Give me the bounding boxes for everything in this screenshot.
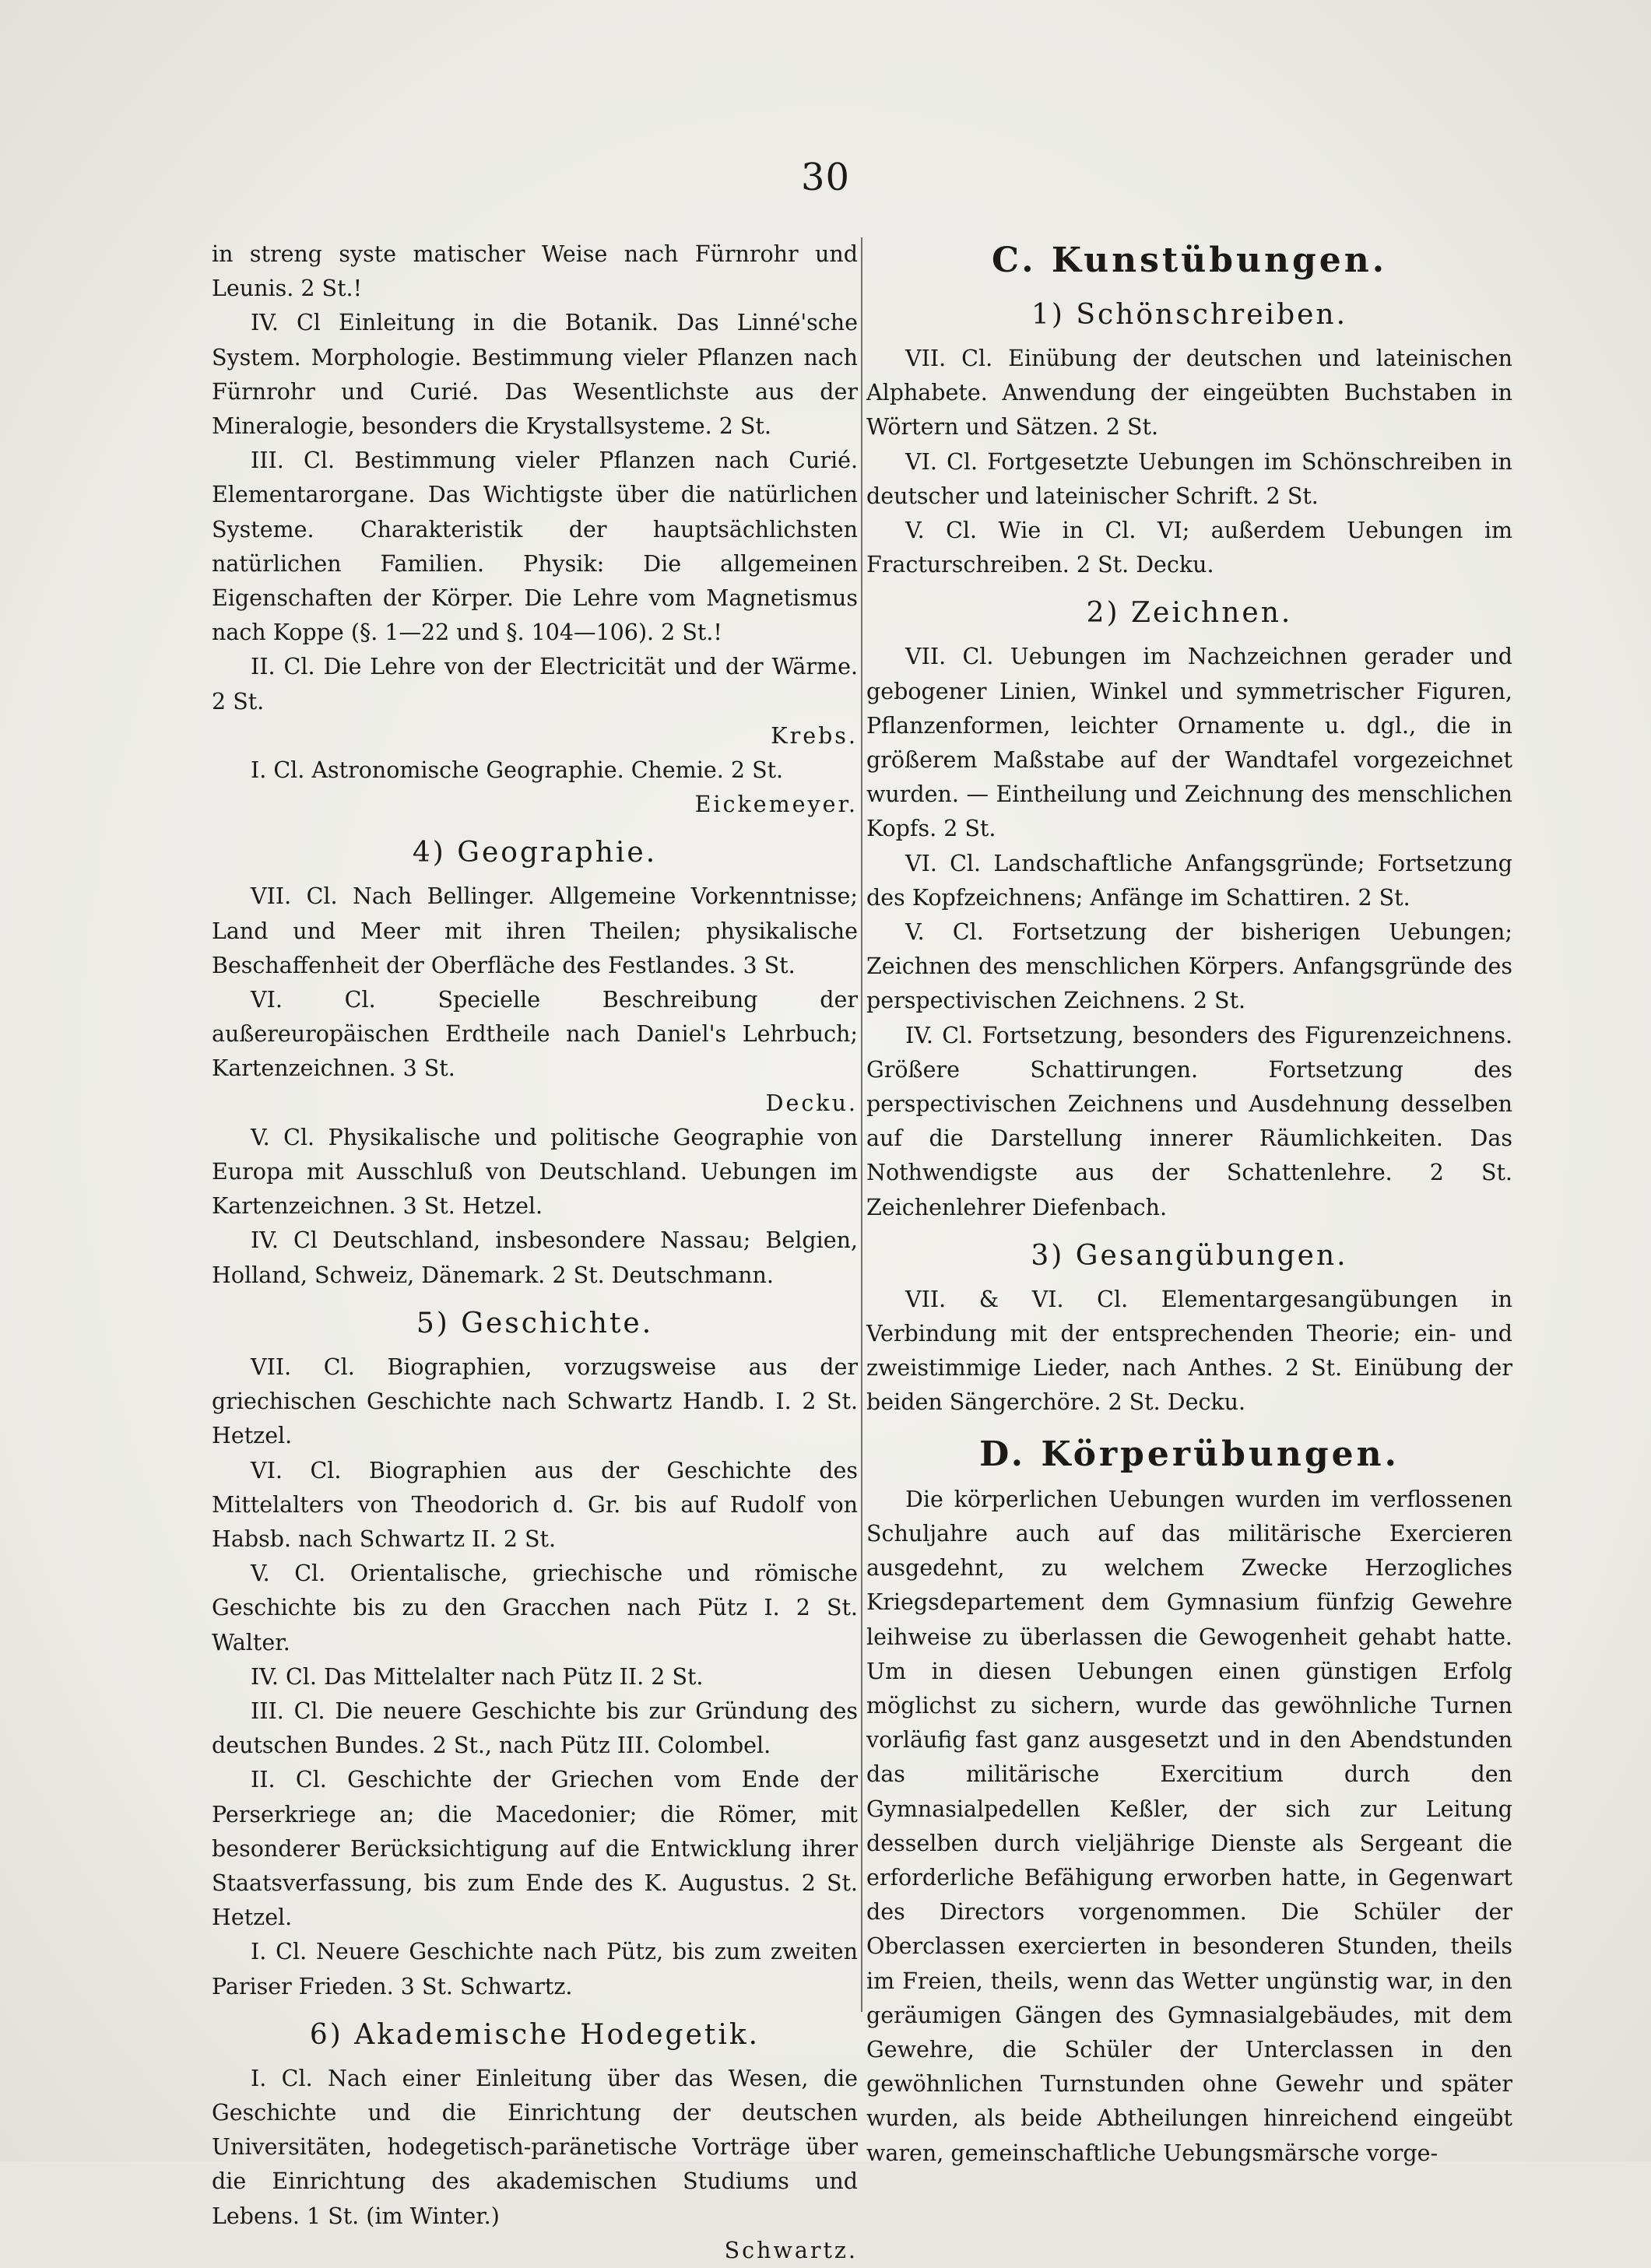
left-column: [212, 237, 858, 2268]
paragraph: VI. Cl. Landschaftliche Anfangsgründe; Fortsetzung des Kopfzeichnens; Anfänge im Schattiren. 2 St.: [866, 850, 1512, 911]
paragraph: VII. & VI. Cl. Elementargesangübungen in Verbindung mit der entsprechenden Theorie; ein- und zweistimmige Lieder, nach Anthes. 2 St. Einübung der beiden Sängerchöre. 2 St. Decku.: [866, 1286, 1512, 1416]
teacher-signature: Eickemeyer.: [694, 792, 858, 818]
paragraph: III. Cl. Bestimmung vieler Pflanzen nach Curié. Elementarorgane. Das Wichtigste über die natürlichen Systeme. Charakteristik der hauptsächlichsten natürlichen Familien. Physik: Die allgemeinen Eigenschaften der Körper. Die Lehre vom Magnetismus nach Koppe (§. 1—22 und §. 104—106). 2 St.!: [212, 448, 858, 646]
page-number: 30: [800, 156, 851, 199]
paragraph: V. Cl. Wie in Cl. VI; außerdem Uebungen im Fracturschreiben. 2 St. Decku.: [866, 518, 1512, 578]
section-heading-geschichte: 5) Geschichte.: [416, 1307, 654, 1339]
paragraph: II. Cl. Die Lehre von der Electricität und der Wärme. 2 St.: [212, 654, 858, 714]
paragraph: IV. Cl Deutschland, insbesondere Nassau; Belgien, Holland, Schweiz, Dänemark. 2 St. Deutschmann.: [212, 1227, 858, 1288]
teacher-signature: Schwartz.: [724, 2237, 858, 2263]
paragraph: I. Cl. Astronomische Geographie. Chemie. 2 St.: [251, 757, 784, 784]
right-column: [866, 237, 1512, 2171]
paragraph: III. Cl. Die neuere Geschichte bis zur Gründung des deutschen Bundes. 2 St., nach Pütz III. Colombel.: [212, 1697, 858, 1759]
paragraph: IV. Cl. Fortsetzung, besonders des Figurenzeichnens. Größere Schattirungen. Fortsetzung des perspectivischen Zeichnens und Ausdehnung desselben auf die Darstellung innerer Räumlichkeiten. Das Nothwendigste aus der Schattenlehre. 2 St. Zeichenlehrer Diefenbach.: [866, 1022, 1512, 1220]
paragraph: IV. Cl. Das Mittelalter nach Pütz II. 2 St.: [251, 1663, 704, 1690]
paragraph: VII. Cl. Einübung der deutschen und lateinischen Alphabete. Anwendung der eingeübten Buchstaben in Wörtern und Sätzen. 2 St.: [866, 346, 1512, 441]
section-heading-geographie: 4) Geographie.: [412, 837, 658, 869]
section-heading-gesanguebungen: 3) Gesangübungen.: [1031, 1239, 1348, 1272]
paragraph: V. Cl. Physikalische und politische Geographie von Europa mit Ausschluß von Deutschland. Uebungen im Kartenzeichnen. 3 St. Hetzel.: [212, 1124, 858, 1220]
paragraph: IV. Cl Einleitung in die Botanik. Das Linné'sche System. Morphologie. Bestimmung vieler Pflanzen nach Fürnrohr und Curié. Das Wesentlichste aus der Mineralogie, besonders die Krystallsysteme. 2 St.: [212, 310, 858, 440]
teacher-signature: Decku.: [765, 1090, 858, 1116]
paragraph: in streng syste matischer Weise nach Fürnrohr und Leunis. 2 St.!: [212, 241, 858, 302]
paragraph: Die körperlichen Uebungen wurden im verflossenen Schuljahre auch auf das militärische Exercieren ausgedehnt, zu welchem Zwecke Herzogliches Kriegsdepartement dem Gymnasium fünfzig Gewehre leihweise zu überlassen die Gewogenheit gehabt hatte. Um in diesen Uebungen einen günstigen Erfolg möglichst zu sichern, wurde das gewöhnliche Turnen vorläufig fast ganz ausgesetzt und in den Abendstunden das militärische Exercitium durch den Gymnasialpedellen Keßler, der sich zur Leitung desselben durch vieljährige Dienste als Sergeant die erforderliche Befähigung erworben hatte, in Gegenwart des Directors vorgenommen. Die Schüler der Oberclassen exercierten in besonderen Stunden, theils im Freien, theils, wenn das Wetter ungünstig war, in den geräumigen Gängen des Gymnasialgebäudes, mit dem Gewehre, die Schüler der Unterclassen in den gewöhnlichen Turnstunden ohne Gewehr und später wurden, als beide Abtheilungen hinreichend eingeübt waren, gemeinschaftliche Uebungsmärsche vorge-: [866, 1486, 1512, 2166]
paragraph: VII. Cl. Uebungen im Nachzeichnen gerader und gebogener Linien, Winkel und symmetrischer Figuren, Pflanzenformen, leichter Ornamente u. dgl., die in größerem Maßstabe auf der Wandtafel vorgezeichnet wurden. — Eintheilung und Zeichnung des menschlichen Kopfs. 2 St.: [866, 644, 1512, 842]
paragraph: V. Cl. Fortsetzung der bisherigen Uebungen; Zeichnen des menschlichen Körpers. Anfangsgründe des perspectivischen Zeichnens. 2 St.: [866, 919, 1512, 1014]
paragraph: II. Cl. Geschichte der Griechen vom Ende der Perserkriege an; die Macedonier; die Römer, mit besonderer Berücksichtigung auf die Entwicklung ihrer Staatsverfassung, bis zum Ende des K. Augustus. 2 St. Hetzel.: [212, 1767, 858, 1931]
teacher-signature: Krebs.: [771, 722, 858, 749]
section-heading-schoenschreiben: 1) Schönschreiben.: [1031, 299, 1348, 331]
paragraph: VII. Cl. Nach Bellinger. Allgemeine Vorkenntnisse; Land und Meer mit ihren Theilen; physikalische Beschaffenheit der Oberfläche des Festlandes. 3 St.: [212, 883, 858, 978]
paragraph: VI. Cl. Specielle Beschreibung der außereuropäischen Erdtheile nach Daniel's Lehrbuch; Kartenzeichnen. 3 St.: [212, 987, 858, 1082]
section-heading-zeichnen: 2) Zeichnen.: [1086, 597, 1293, 630]
part-heading-kunstuebungen: C. Kunstübungen.: [991, 240, 1388, 280]
paragraph: I. Cl. Nach einer Einleitung über das Wesen, die Geschichte und die Einrichtung der deutschen Universitäten, hodegetisch-paränetische Vorträge über die Einrichtung des akademischen Studiums und Lebens. 1 St. (im Winter.): [212, 2065, 858, 2229]
paragraph: VI. Cl. Fortgesetzte Uebungen im Schönschreiben in deutscher und lateinischer Schrift. 2 St.: [866, 448, 1512, 509]
paragraph: I. Cl. Neuere Geschichte nach Pütz, bis zum zweiten Pariser Frieden. 3 St. Schwartz.: [212, 1939, 858, 1999]
paragraph: VI. Cl. Biographien aus der Geschichte des Mittelalters von Theodorich d. Gr. bis auf Rudolf von Habsb. nach Schwartz II. 2 St.: [212, 1457, 858, 1552]
section-heading-hodegetik: 6) Akademische Hodegetik.: [309, 2018, 761, 2051]
column-divider: [861, 237, 862, 2012]
part-heading-koerperuebungen: D. Körperübungen.: [979, 1434, 1400, 1474]
paragraph: V. Cl. Orientalische, griechische und römische Geschichte bis zu den Gracchen nach Pütz I. 2 St. Walter.: [212, 1561, 858, 1655]
paragraph: VII. Cl. Biographien, vorzugsweise aus der griechischen Geschichte nach Schwartz Handb. I. 2 St. Hetzel.: [212, 1353, 858, 1449]
